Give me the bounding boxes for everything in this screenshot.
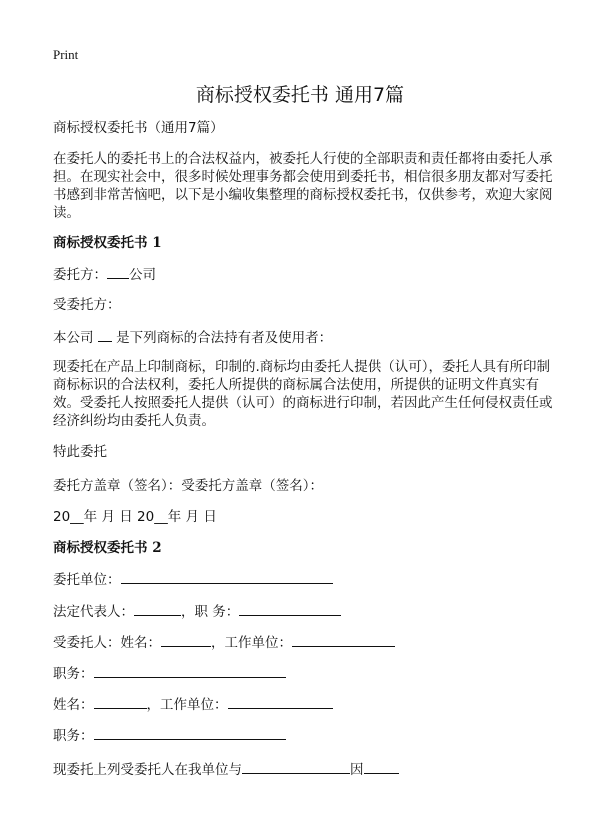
legal-rep-line: [53, 601, 341, 621]
agent-line: 受委托方：: [53, 297, 121, 313]
blank: [161, 632, 211, 647]
company-line: [53, 327, 332, 347]
label: 受委托人：姓名：: [53, 635, 161, 651]
blank: [94, 663, 286, 678]
label: 因: [350, 762, 364, 778]
label: ，职 务：: [181, 604, 240, 620]
name-line: [53, 694, 333, 714]
blank: [364, 759, 399, 774]
print-link[interactable]: Print: [53, 47, 79, 62]
blank: [107, 264, 129, 279]
body-paragraph: 现委托在产品上印制商标，印制的.商标均由委托人提供（认可），委托人具有所印制商标标识的合法权利，委托人所提供的商标属合法使用，所提供的证明文件真实有效。受委托人按照委托人提供（认可）的商标进行印制，若因此产生任何侵权责任或经济纠纷均由委托人负责。: [53, 359, 553, 429]
blank: [134, 601, 181, 616]
label: 职务：: [53, 666, 94, 682]
position-line: [53, 663, 286, 683]
position-line-2: [53, 725, 286, 745]
label: 职务：: [53, 728, 94, 744]
blank: [239, 601, 341, 616]
blank: [228, 694, 333, 709]
special-line: 特此委托: [53, 444, 107, 460]
agent-name-line: [53, 632, 395, 652]
label: ，工作单位：: [146, 697, 228, 713]
label: 法定代表人：: [53, 604, 134, 620]
entrust-line: [53, 759, 399, 779]
label: 姓名：: [53, 697, 94, 713]
blank: [94, 725, 286, 740]
intro-paragraph: 在委托人的委托书上的合法权益内，被委托人行使的全部职责和责任都将由委托人承担。在现实社会中，很多时候处理事务都会使用到委托书，相信很多朋友都对写委托书感到非常苦恼吧，以下是小编收集整理的商标授权委托书，仅供参考，欢迎大家阅读。: [53, 151, 553, 221]
label: 委托方：: [53, 267, 107, 283]
label: 本公司: [53, 330, 94, 346]
blank: [292, 632, 395, 647]
label: 现委托上列受委托人在我单位与: [53, 762, 242, 778]
blank: [94, 694, 147, 709]
label: ，工作单位：: [211, 635, 292, 651]
blank: [98, 327, 112, 342]
section-2-heading: 商标授权委托书 2: [53, 540, 162, 556]
label: 公司: [129, 267, 156, 283]
subtitle: 商标授权委托书（通用7篇）: [53, 120, 224, 136]
section-1-heading: 商标授权委托书 1: [53, 235, 162, 251]
blank: [242, 759, 350, 774]
principal-line: [53, 264, 156, 284]
date-line: 20__年 月 日 20__年 月 日: [53, 509, 217, 525]
seal-line: 委托方盖章（签名）：受委托方盖章（签名）：: [53, 478, 323, 494]
label: 委托单位：: [53, 572, 121, 588]
unit-line: [53, 569, 333, 589]
blank: [121, 569, 333, 584]
label: 是下列商标的合法持有者及使用者：: [116, 330, 333, 346]
page-title: 商标授权委托书 通用7篇: [195, 84, 405, 106]
